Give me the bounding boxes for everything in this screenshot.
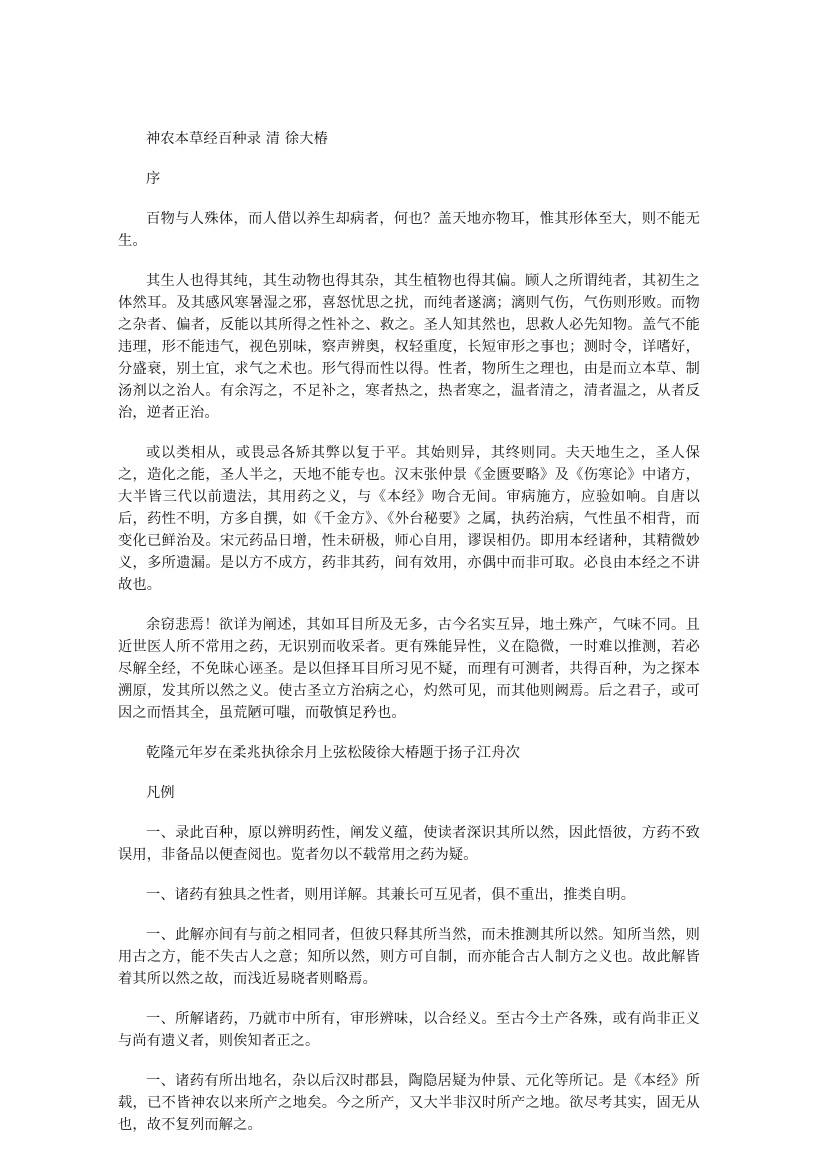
preface-paragraph: 其生人也得其纯，其生动物也得其杂，其生植物也得其偏。顾人之所谓纯者，其初生之体然耳。及其感风寒暑湿之邪，喜怒忧思之扰，而纯者遂漓；漓则气伤，气伤则形败。而物之杂者、偏者，反能以其所得之性补之、救之。圣人知其然也，思救人必先知物。盖气不能违理，形不能违气，视色别味，察声辨奥，权轻重度，长短审形之事也；测时令，详嗜好，分盛衰，别土宜，求气之术也。形气得而性以得。性者，物所生之理也，由是而立本草、制汤剂以之治人。有余泻之，不足补之，寒者热之，热者寒之，温者清之，清者温之，从者反治，逆者正治。 bbox=[118, 273, 700, 421]
fanli-item: 一、所解诸药，乃就市中所有，审形辨味，以合经义。至古今土产各殊，或有尚非正义与尚有遗义者，则俟知者正之。 bbox=[118, 1011, 700, 1049]
fanli-item: 一、诸药有独具之性者，则用详解。其兼长可互见者，俱不重出，推类自明。 bbox=[146, 887, 636, 903]
preface-signature: 乾隆元年岁在柔兆执徐余月上弦松陵徐大椿题于扬子江舟次 bbox=[146, 745, 521, 761]
preface-paragraph: 余窃悲焉！欲详为阐述，其如耳目所及无多，古今名实互异，地土殊产，气味不同。且近世医人所不常用之药，无识别而收采者。更有殊能异性，义在隐微，一时难以推测，若必尽解全经，不免昧心诬圣。是以但择耳目所习见不疑，而理有可测者，共得百种，为之探本溯原，发其所以然之义。使古圣立方治病之心，灼然可见，而其他则阙焉。后之君子，或可因之而悟其全，虽荒陋可嗤，而敬慎足矜也。 bbox=[118, 617, 700, 721]
fanli-item: 一、录此百种，原以辨明药性，阐发义蕴，使读者深识其所以然，因此悟彼，方药不致误用，非备品以便查阅也。览者勿以不载常用之药为疑。 bbox=[118, 825, 700, 863]
fanli-item: 一、此解亦间有与前之相同者，但彼只释其所当然，而未推测其所以然。知所当然，则用古之方，能不失古人之意；知所以然，则方可自制，而亦能合古人制方之义也。故此解皆着其所以然之故，而浅近易晓者则略焉。 bbox=[118, 927, 700, 987]
fanli-heading: 凡例 bbox=[146, 785, 175, 801]
preface-heading: 序 bbox=[146, 171, 161, 187]
document-title: 神农本草经百种录 清 徐大椿 bbox=[146, 131, 329, 147]
document-page bbox=[118, 128, 700, 1154]
fanli-item: 一、诸药有所出地名，杂以后汉时郡县，陶隐居疑为仲景、元化等所记。是《本经》所载，已不皆神农以来所产之地矣。今之所产，又大半非汉时所产之地。欲尽考其实，固无从也，故不复列而解之。 bbox=[118, 1073, 700, 1133]
preface-paragraph: 或以类相从，或畏忌各矫其弊以复于平。其始则异，其终则同。夫天地生之，圣人保之，造化之能，圣人半之，天地不能专也。汉末张仲景《金匮要略》及《伤寒论》中诸方，大半皆三代以前遗法，其用药之义，与《本经》吻合无间。审病施方，应验如响。自唐以后，药性不明，方多自撰，如《千金方》、《外台秘要》之属，执药治病，气性虽不相背，而变化已鲜治及。宋元药品日增，性未研极，师心自用，谬误相仍。即用本经诸种，其精微妙义，多所遗漏。是以方不成方，药非其药，间有效用，亦偶中而非可取。必良由本经之不讲故也。 bbox=[118, 445, 700, 593]
preface-paragraph: 百物与人殊体，而人借以养生却病者，何也？盖天地亦物耳，惟其形体至大，则不能无生。 bbox=[118, 211, 700, 249]
